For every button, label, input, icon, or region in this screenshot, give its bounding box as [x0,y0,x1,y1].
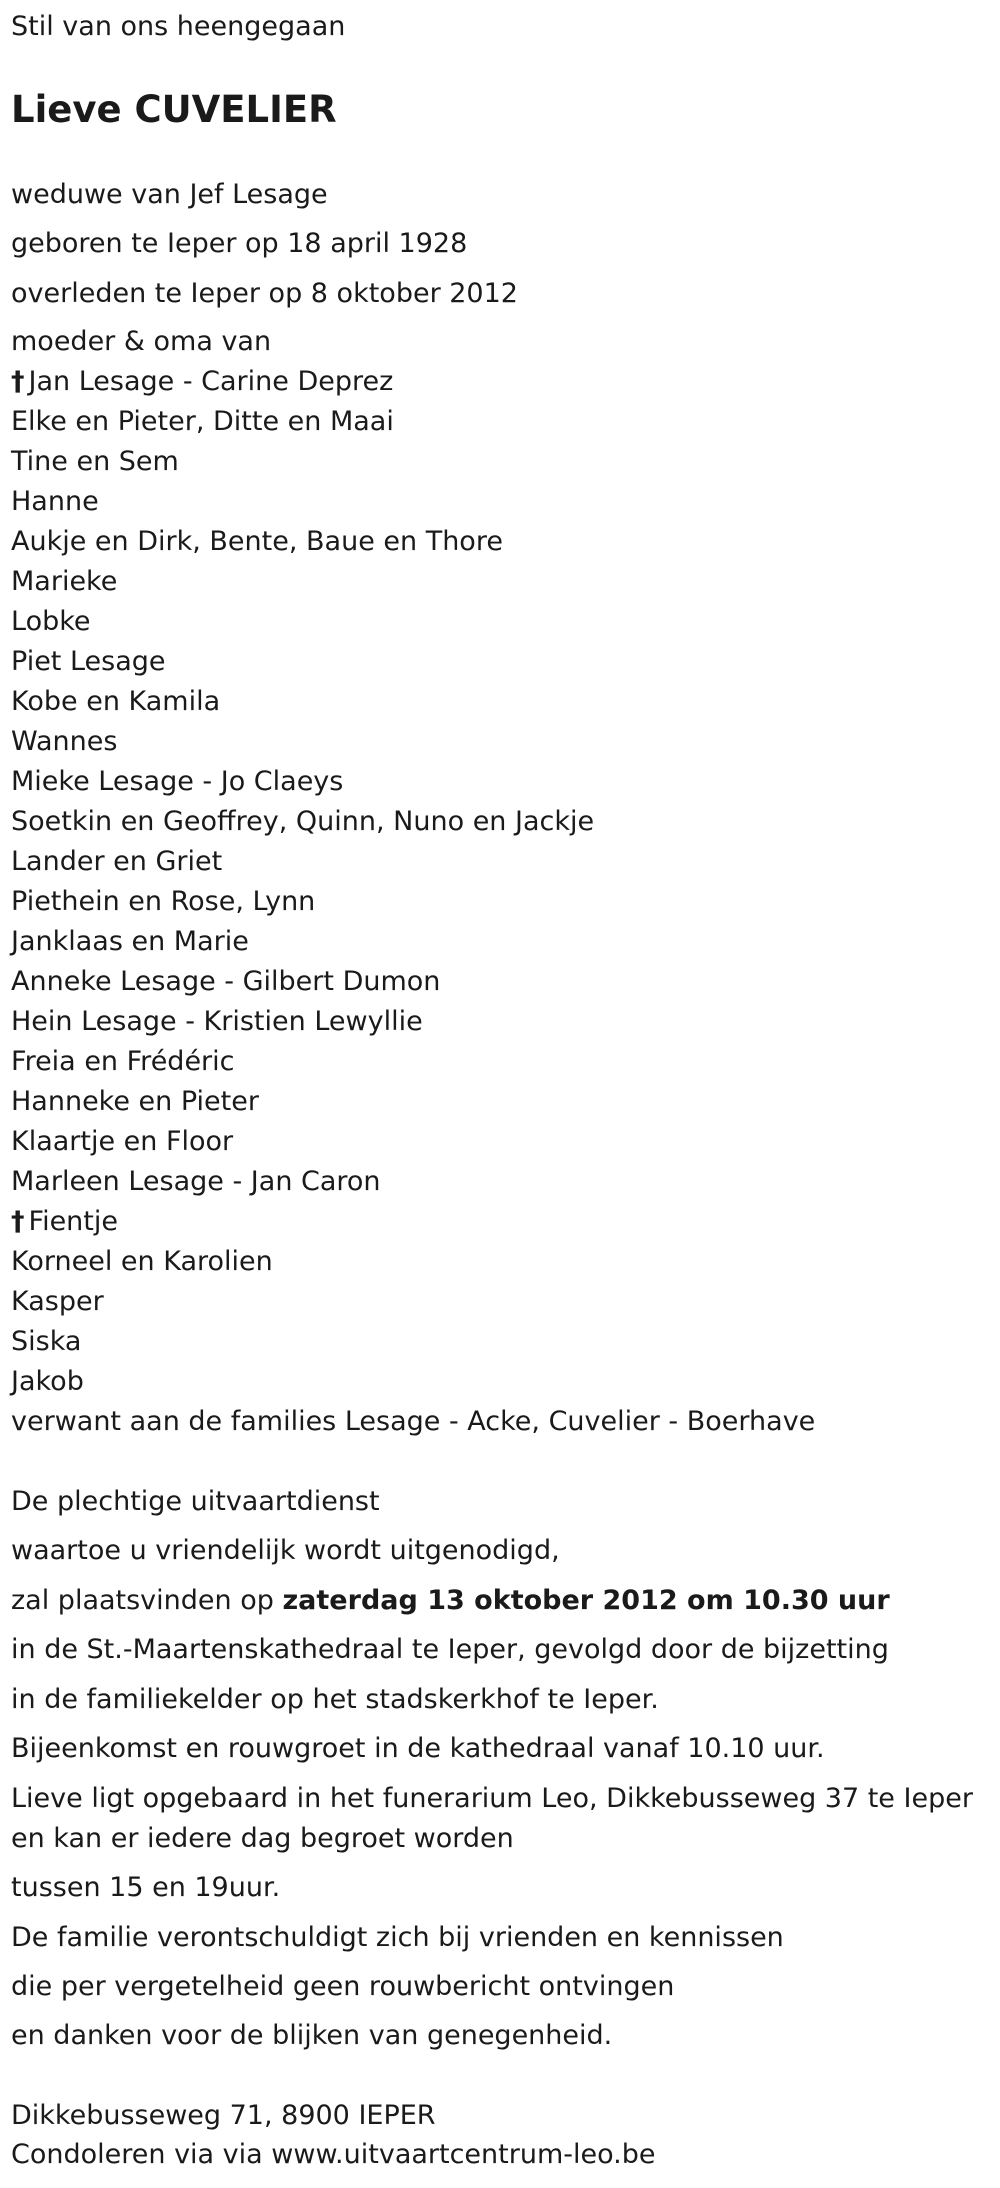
service-line: zal plaatsvinden op zaterdag 13 oktober 2012 om 10.30 uur [11,1585,890,1616]
cross-icon: † [11,1206,25,1237]
detail-died: overleden te Ieper op 8 oktober 2012 [11,278,518,309]
family-member: Klaartje en Floor [11,1126,234,1157]
family-member: Aukje en Dirk, Bente, Baue en Thore [11,526,503,557]
service-line: Bijeenkomst en rouwgroet in de kathedraal vanaf 10.10 uur. [11,1733,825,1764]
family-member: Tine en Sem [11,446,179,477]
service-line: waartoe u vriendelijk wordt uitgenodigd, [11,1535,560,1566]
family-member: Hanneke en Pieter [11,1086,259,1117]
family-member: Lobke [11,606,91,637]
family-heading: moeder & oma van [11,326,272,357]
service-line: De plechtige uitvaartdienst [11,1486,380,1517]
family-member: Marieke [11,566,118,597]
family-member: Hein Lesage - Kristien Lewyllie [11,1006,423,1037]
service-datetime: zaterdag 13 oktober 2012 om 10.30 uur [282,1585,890,1616]
service-line: tussen 15 en 19uur. [11,1872,281,1903]
detail-born: geboren te Ieper op 18 april 1928 [11,228,468,259]
family-member: Hanne [11,486,99,517]
family-member: Marleen Lesage - Jan Caron [11,1166,381,1197]
family-member: Soetkin en Geoffrey, Quinn, Nuno en Jackje [11,806,595,837]
service-line: De familie verontschuldigt zich bij vrienden en kennissen [11,1922,784,1953]
service-line: die per vergetelheid geen rouwbericht ontvingen [11,1971,675,2002]
condolence-text: Condoleren via via www.uitvaartcentrum-leo.be [11,2139,656,2170]
family-member: Janklaas en Marie [11,926,249,957]
family-member: Siska [11,1326,82,1357]
detail-widow: weduwe van Jef Lesage [11,179,328,210]
family-member: Lander en Griet [11,846,223,877]
service-line: in de familiekelder op het stadskerkhof te Ieper. [11,1684,659,1715]
family-member: Elke en Pieter, Ditte en Maai [11,406,394,437]
family-member: † Jan Lesage - Carine Deprez [11,366,394,397]
family-member: Piethein en Rose, Lynn [11,886,316,917]
family-member: Anneke Lesage - Gilbert Dumon [11,966,441,997]
address: Dikkebusseweg 71, 8900 IEPER [11,2100,436,2131]
cross-icon: † [11,366,25,397]
service-line: in de St.-Maartenskathedraal te Ieper, gevolgd door de bijzetting [11,1634,889,1665]
family-member: Kasper [11,1286,104,1317]
family-member: Kobe en Kamila [11,686,221,717]
family-member: Piet Lesage [11,646,166,677]
service-line: Lieve ligt opgebaard in het funerarium Leo, Dikkebusseweg 37 te Ieper [11,1783,973,1814]
deceased-name: Lieve CUVELIER [11,88,337,131]
intro-text: Stil van ons heengegaan [11,11,346,42]
family-member: Korneel en Karolien [11,1246,273,1277]
family-member: † Fientje [11,1206,118,1237]
family-member: Freia en Frédéric [11,1046,235,1077]
family-member: Mieke Lesage - Jo Claeys [11,766,344,797]
family-member: Jakob [11,1366,84,1397]
service-line: en danken voor de blijken van genegenheid. [11,2020,613,2051]
related-families: verwant aan de families Lesage - Acke, Cuvelier - Boerhave [11,1406,816,1437]
family-member: Wannes [11,726,118,757]
service-line: en kan er iedere dag begroet worden [11,1823,514,1854]
